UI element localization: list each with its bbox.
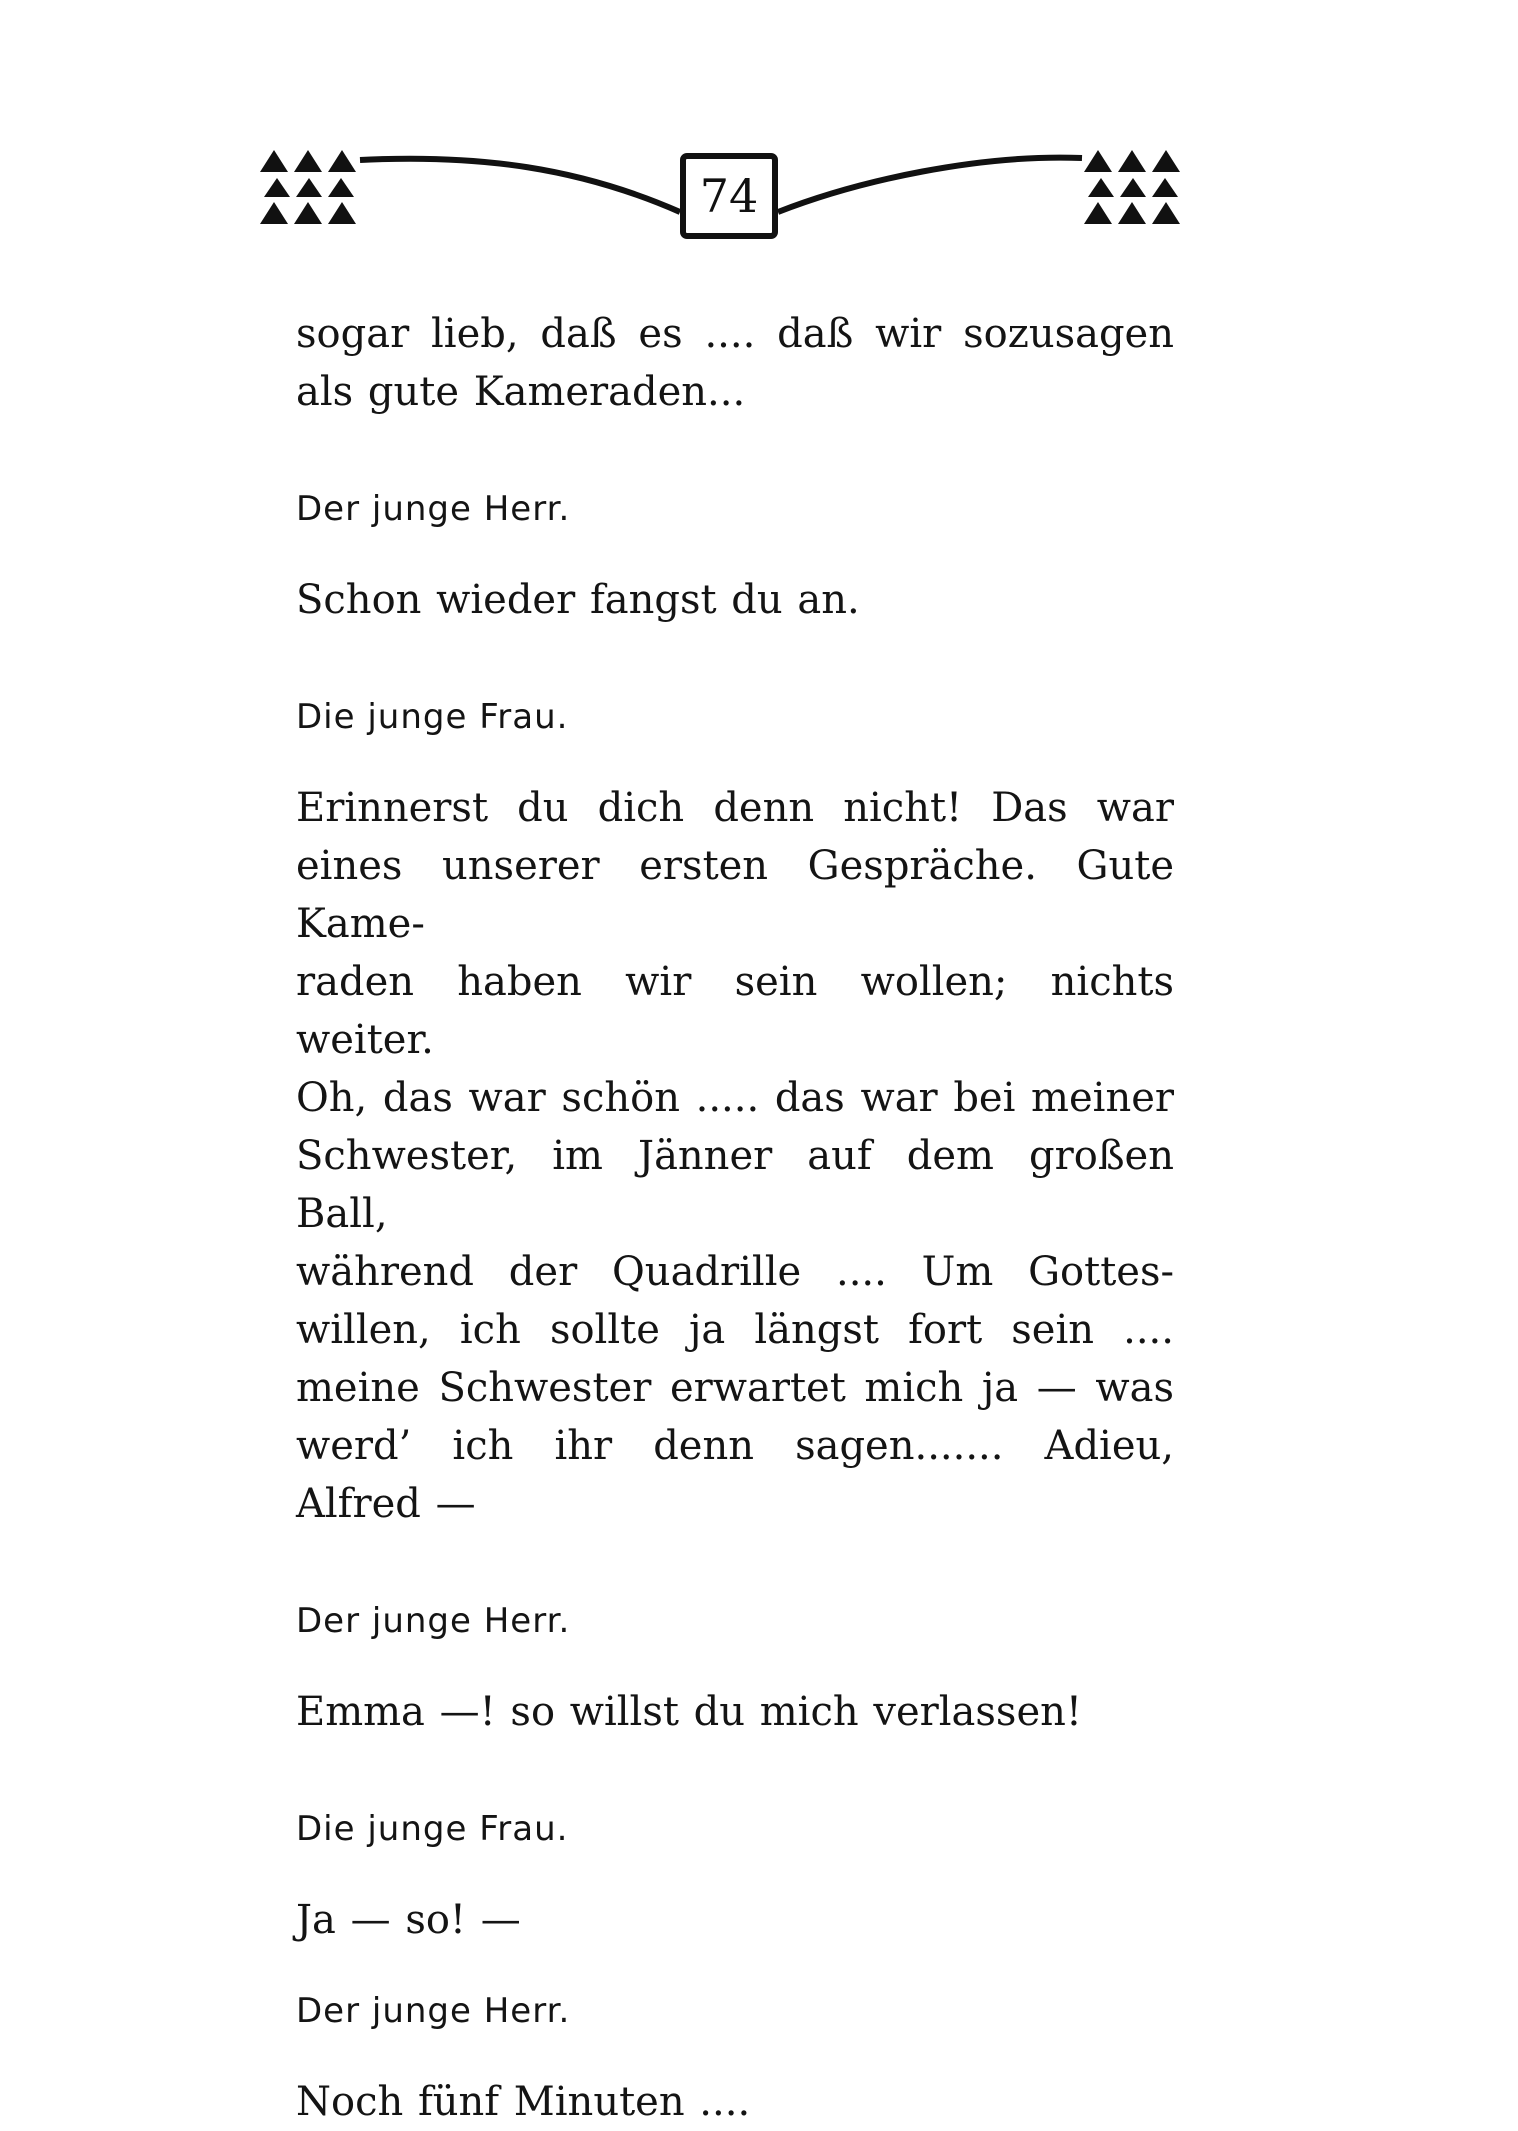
page-body [296, 305, 1174, 2131]
paragraph [296, 2073, 1174, 2131]
text-line: meine Schwester erwartet mich ja — was [296, 1365, 1174, 1411]
text-line: Schon wieder fangst du an. [296, 577, 860, 623]
paragraph [296, 779, 1174, 1533]
speaker-name: Die junge Frau. [296, 1809, 569, 1849]
text-line: raden haben wir sein wollen; nichts weiter. [296, 959, 1174, 1063]
page-header-ornament [260, 140, 1240, 270]
speaker-name: Der junge Herr. [296, 1991, 571, 2031]
text-line: Noch fünf Minuten .... [296, 2079, 751, 2125]
paragraph [296, 1891, 1174, 1949]
text-line: Schwester, im Jänner auf dem großen Ball, [296, 1133, 1174, 1237]
text-line: sogar lieb, daß es .... daß wir sozusagen [296, 311, 1174, 357]
text-line: Alfred — [296, 1481, 476, 1527]
text-line: eines unserer ersten Gespräche. Gute Kame- [296, 843, 1174, 947]
speaker-name: Der junge Herr. [296, 489, 571, 529]
speaker-name: Der junge Herr. [296, 1601, 571, 1641]
text-line: als gute Kameraden... [296, 369, 746, 415]
paragraph [296, 571, 1174, 629]
text-line: während der Quadrille .... Um Gottes- [296, 1249, 1174, 1295]
paragraph [296, 1683, 1174, 1741]
text-line: Emma —! so willst du mich verlassen! [296, 1689, 1082, 1735]
text-line: werd’ ich ihr denn sagen....... Adieu, [296, 1423, 1174, 1469]
text-line: Ja — so! — [296, 1897, 521, 1943]
text-line: willen, ich sollte ja längst fort sein .... [296, 1307, 1174, 1353]
text-line: Erinnerst du dich denn nicht! Das war [296, 785, 1174, 831]
speaker-name: Die junge Frau. [296, 697, 569, 737]
page-number: 74 [699, 169, 759, 223]
paragraph [296, 305, 1174, 421]
text-line: Oh, das war schön ..... das war bei meiner [296, 1075, 1174, 1121]
